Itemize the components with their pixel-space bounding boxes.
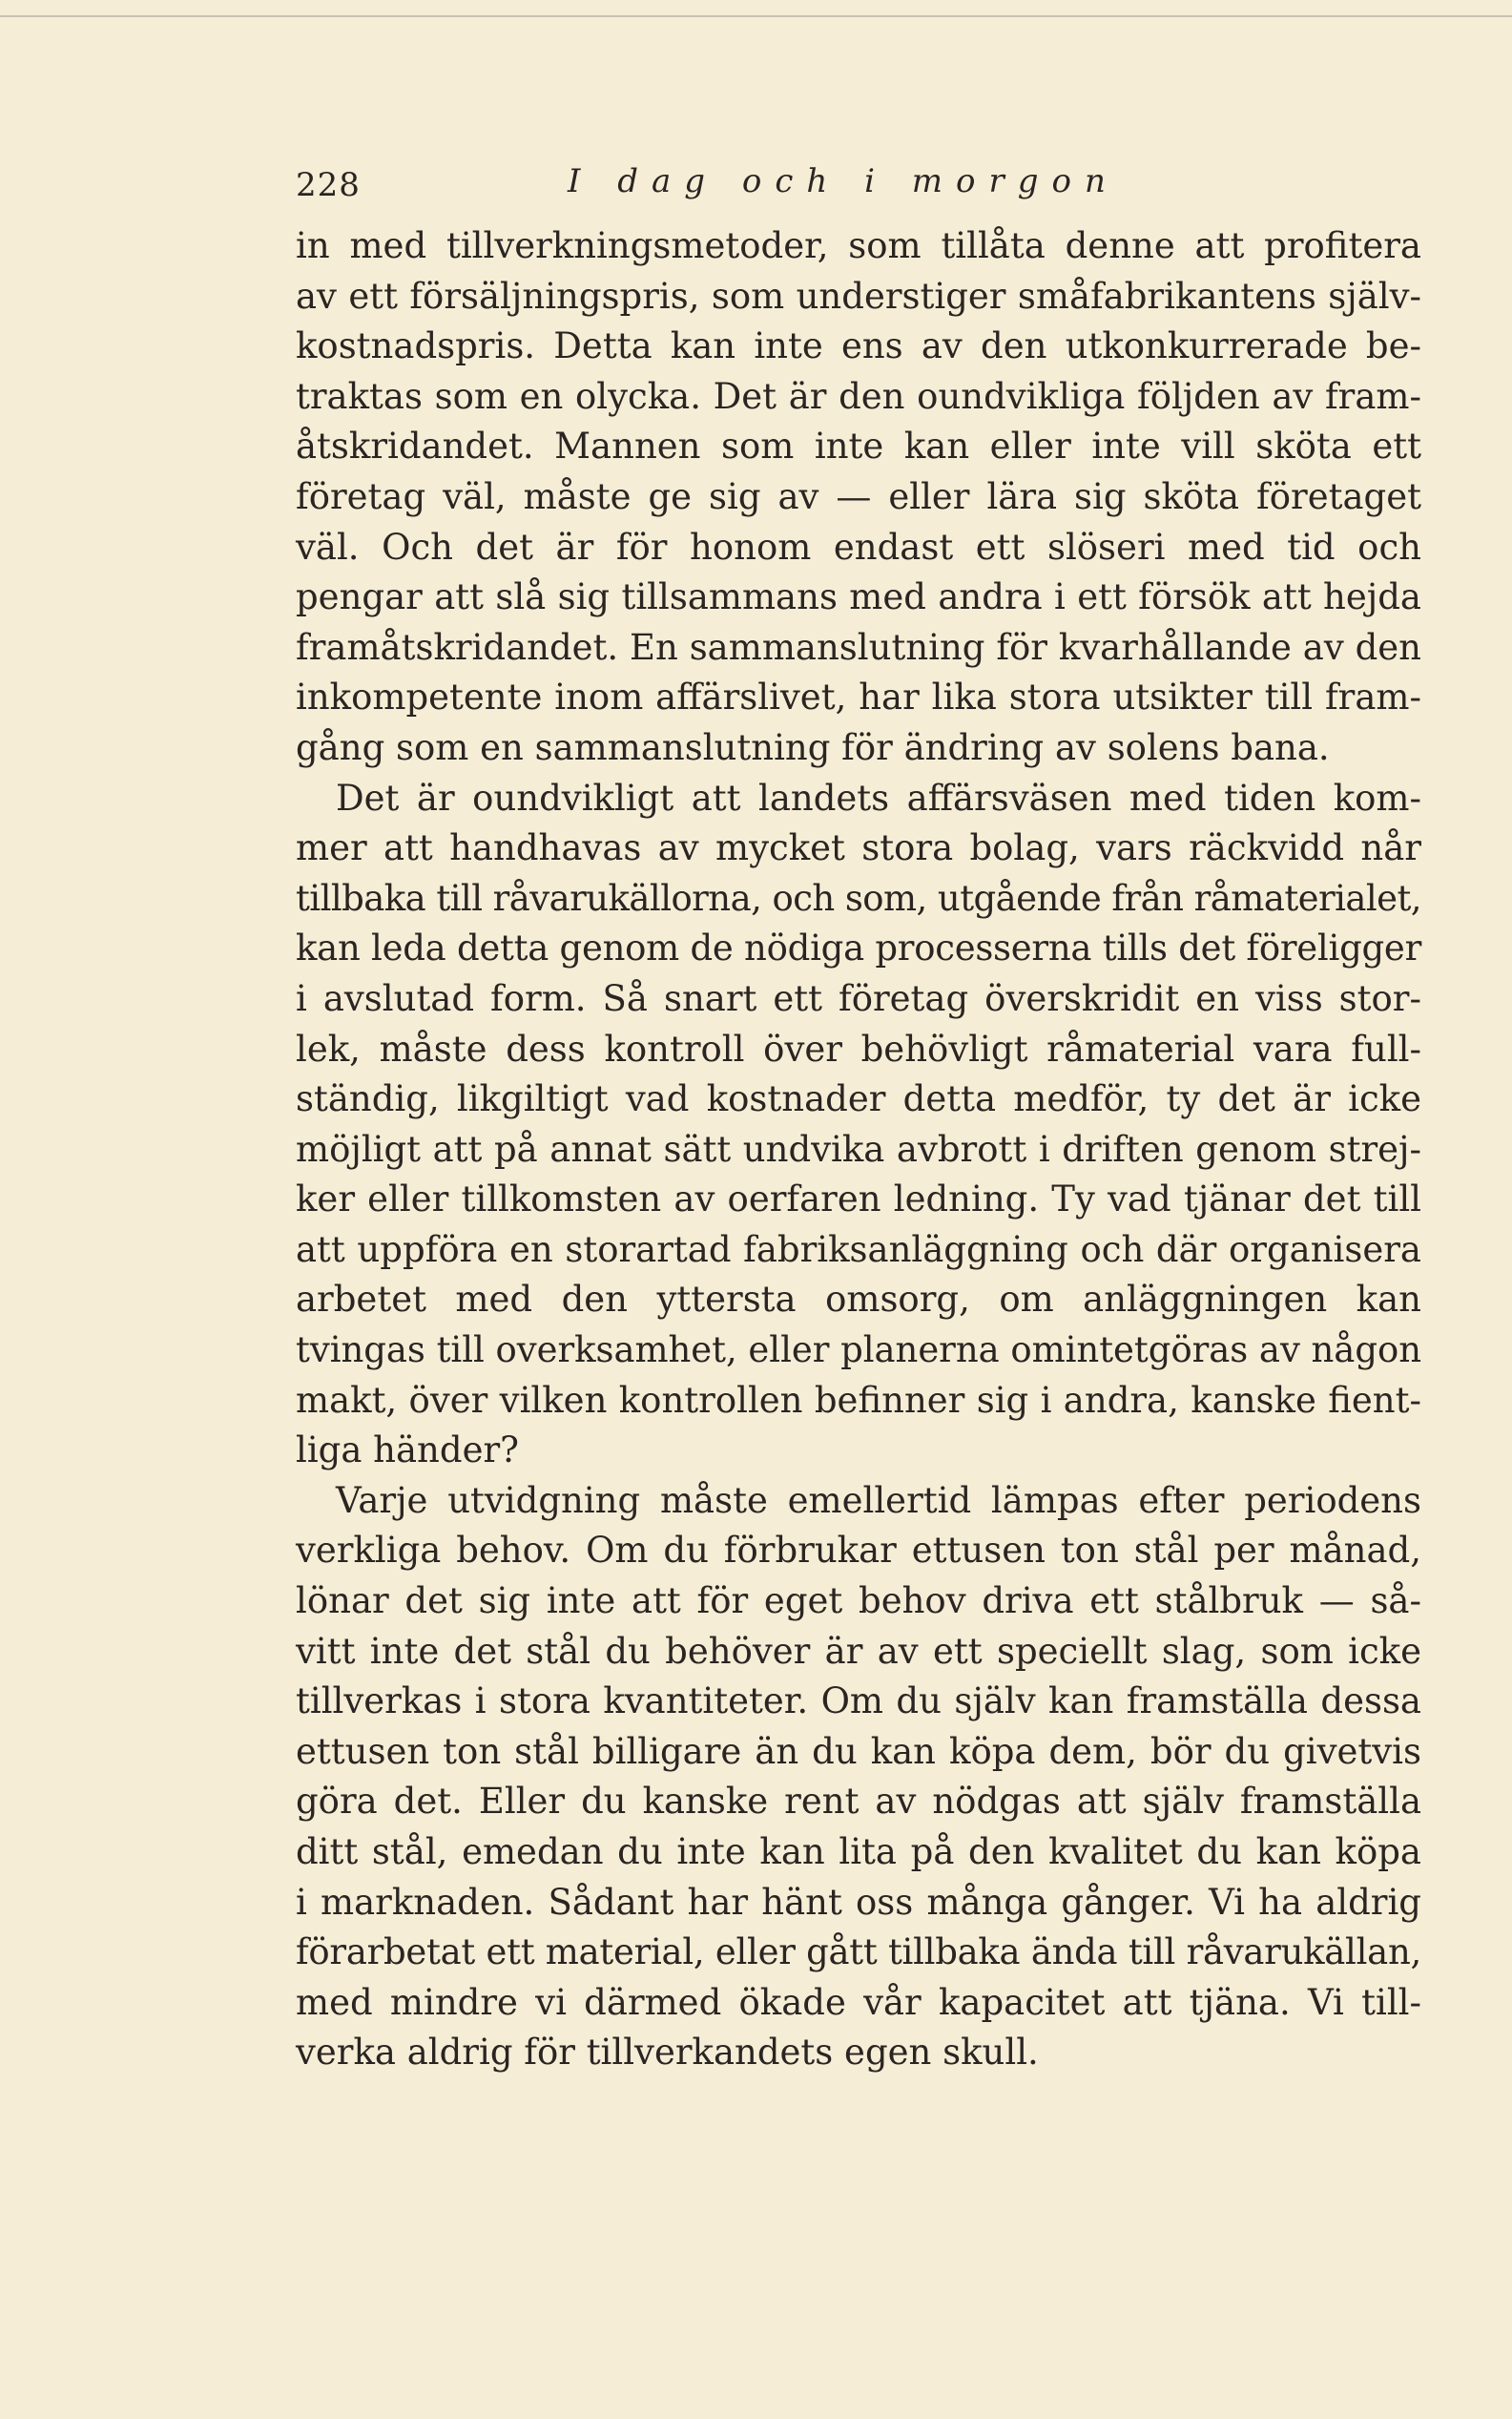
text-line: liga händer? — [296, 1429, 519, 1471]
text-line: med mindre vi därmed ökade vår kapacitet att tjäna. Vi till- — [296, 1981, 1421, 2023]
text-line: tillverkas i stora kvantiteter. Om du själv kan framställa dessa — [296, 1680, 1421, 1722]
running-head — [296, 162, 1421, 221]
text-line: lönar det sig inte att för eget behov driva ett stålbruk — så- — [296, 1580, 1421, 1622]
text-line: kan leda detta genom de nödiga processerna tills det föreligger — [296, 928, 1421, 970]
text-line: pengar att slå sig tillsammans med andra i ett försök att hejda — [296, 576, 1421, 618]
text-line: väl. Och det är för honom endast ett slöseri med tid och — [296, 526, 1421, 568]
text-line: lek, måste dess kontroll över behövligt råmaterial vara full- — [296, 1028, 1421, 1070]
text-line: tillbaka till råvarukällorna, och som, utgående från råmaterialet, — [296, 877, 1421, 919]
text-line: arbetet med den yttersta omsorg, om anläggningen kan — [296, 1279, 1421, 1321]
text-line: inkompetente inom affärslivet, har lika stora utsikter till fram- — [296, 677, 1421, 719]
text-line: företag väl, måste ge sig av — eller lära sig sköta företaget — [296, 475, 1421, 517]
text-line: möjligt att på annat sätt undvika avbrott i driften genom strej- — [296, 1128, 1421, 1170]
paragraph — [296, 221, 1421, 774]
text-line: ditt stål, emedan du inte kan lita på den kvalitet du kan köpa — [296, 1831, 1421, 1872]
text-line: verkliga behov. Om du förbrukar ettusen ton stål per månad, — [296, 1530, 1421, 1572]
text-line: i avslutad form. Så snart ett företag överskridit en viss stor- — [296, 977, 1421, 1019]
text-line: förarbetat ett material, eller gått tillbaka ända till råvarukällan, — [296, 1931, 1421, 1973]
text-line: åtskridandet. Mannen som inte kan eller inte vill sköta ett — [296, 426, 1421, 468]
text-line: i marknaden. Sådant har hänt oss många gånger. Vi ha aldrig — [296, 1881, 1421, 1923]
text-line: in med tillverkningsmetoder, som tillåta denne att profitera — [296, 225, 1421, 266]
text-line: ständig, likgiltigt vad kostnader detta medför, ty det är icke — [296, 1078, 1421, 1120]
text-line: makt, över vilken kontrollen befinner sig i andra, kanske fient- — [296, 1379, 1421, 1421]
text-line: mer att handhavas av mycket stora bolag, vars räckvidd når — [296, 827, 1421, 869]
text-line: verka aldrig för tillverkandets egen skull. — [296, 2032, 1039, 2074]
text-line: ker eller tillkomsten av oerfaren ledning. Ty vad tjänar det till — [296, 1178, 1421, 1220]
page-top-rule — [0, 15, 1512, 17]
text-line: traktas som en olycka. Det är den oundvikliga följden av fram- — [296, 375, 1421, 417]
text-line: gång som en sammanslutning för ändring av solens bana. — [296, 726, 1330, 768]
page-number: 228 — [296, 166, 361, 204]
text-line: framåtskridandet. En sammanslutning för kvarhållande av den — [296, 626, 1421, 668]
text-line: att uppföra en storartad fabriksanläggning och där organisera — [296, 1228, 1421, 1270]
paragraph — [296, 1476, 1421, 2078]
text-line: kostnadspris. Detta kan inte ens av den utkonkurrerade be- — [296, 325, 1421, 367]
text-line: göra det. Eller du kanske rent av nödgas att själv framställa — [296, 1781, 1421, 1823]
paragraph — [296, 774, 1421, 1476]
body-text — [296, 221, 1421, 2078]
text-line: Varje utvidgning måste emellertid lämpas efter periodens — [336, 1479, 1421, 1521]
book-title: I dag och i morgon — [568, 162, 1119, 200]
book-page — [296, 162, 1421, 2078]
text-line: ettusen ton stål billigare än du kan köpa dem, bör du givetvis — [296, 1730, 1421, 1772]
text-line: vitt inte det stål du behöver är av ett speciellt slag, som icke — [296, 1630, 1421, 1672]
text-line: Det är oundvikligt att landets affärsväsen med tiden kom- — [336, 777, 1421, 819]
text-line: av ett försäljningspris, som understiger småfabrikantens själv- — [296, 275, 1421, 317]
text-line: tvingas till overksamhet, eller planerna omintetgöras av någon — [296, 1329, 1421, 1371]
